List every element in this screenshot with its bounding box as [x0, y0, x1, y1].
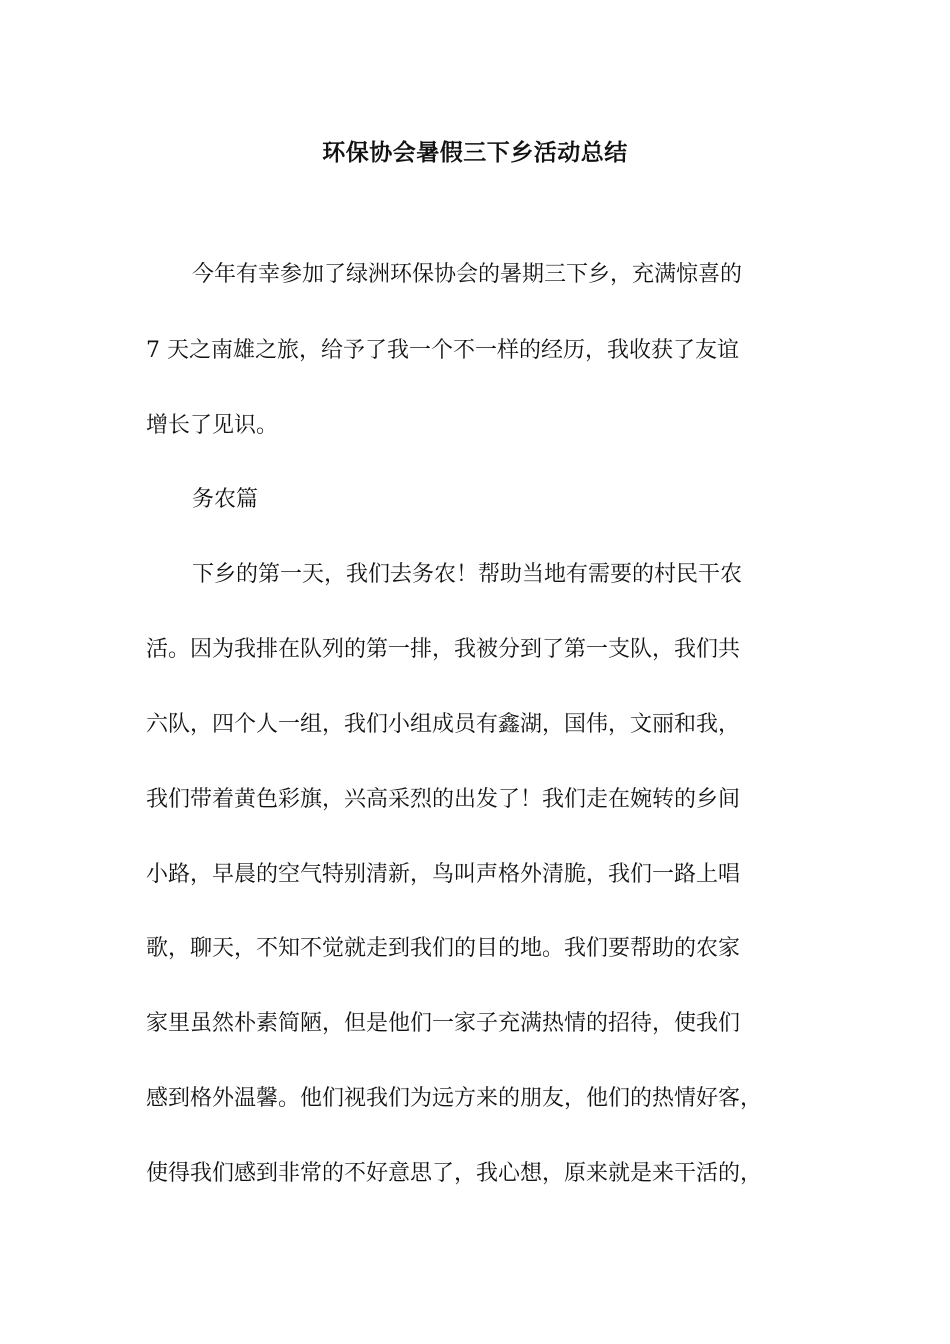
paragraph-line: 今年有幸参加了绿洲环保协会的暑期三下乡，充满惊喜的	[192, 262, 743, 287]
paragraph-line: 我们带着黄色彩旗，兴高采烈的出发了！我们走在婉转的乡间	[146, 787, 741, 812]
paragraph-line: 六队，四个人一组，我们小组成员有鑫湖，国伟，文丽和我，	[146, 712, 741, 737]
document-title: 环保协会暑假三下乡活动总结	[322, 140, 628, 166]
paragraph-line: 7 天之南雄之旅，给予了我一个不一样的经历，我收获了友谊	[146, 338, 739, 363]
paragraph-line: 歌，聊天，不知不觉就走到我们的目的地。我们要帮助的农家	[146, 936, 741, 961]
paragraph-line: 感到格外温馨。他们视我们为远方来的朋友，他们的热情好客，	[146, 1086, 763, 1111]
section-heading: 务农篇	[192, 487, 259, 512]
paragraph-line: 家里虽然朴素简陋，但是他们一家子充满热情的招待，使我们	[146, 1011, 741, 1036]
paragraph-line: 下乡的第一天，我们去务农！帮助当地有需要的村民干农	[192, 562, 743, 587]
paragraph-line: 小路，早晨的空气特别清新，鸟叫声格外清脆，我们一路上唱	[146, 862, 741, 887]
paragraph-line: 使得我们感到非常的不好意思了，我心想，原来就是来干活的，	[146, 1161, 763, 1186]
paragraph-line: 活。因为我排在队列的第一排，我被分到了第一支队，我们共	[146, 637, 741, 662]
paragraph-line: 增长了见识。	[146, 413, 279, 438]
